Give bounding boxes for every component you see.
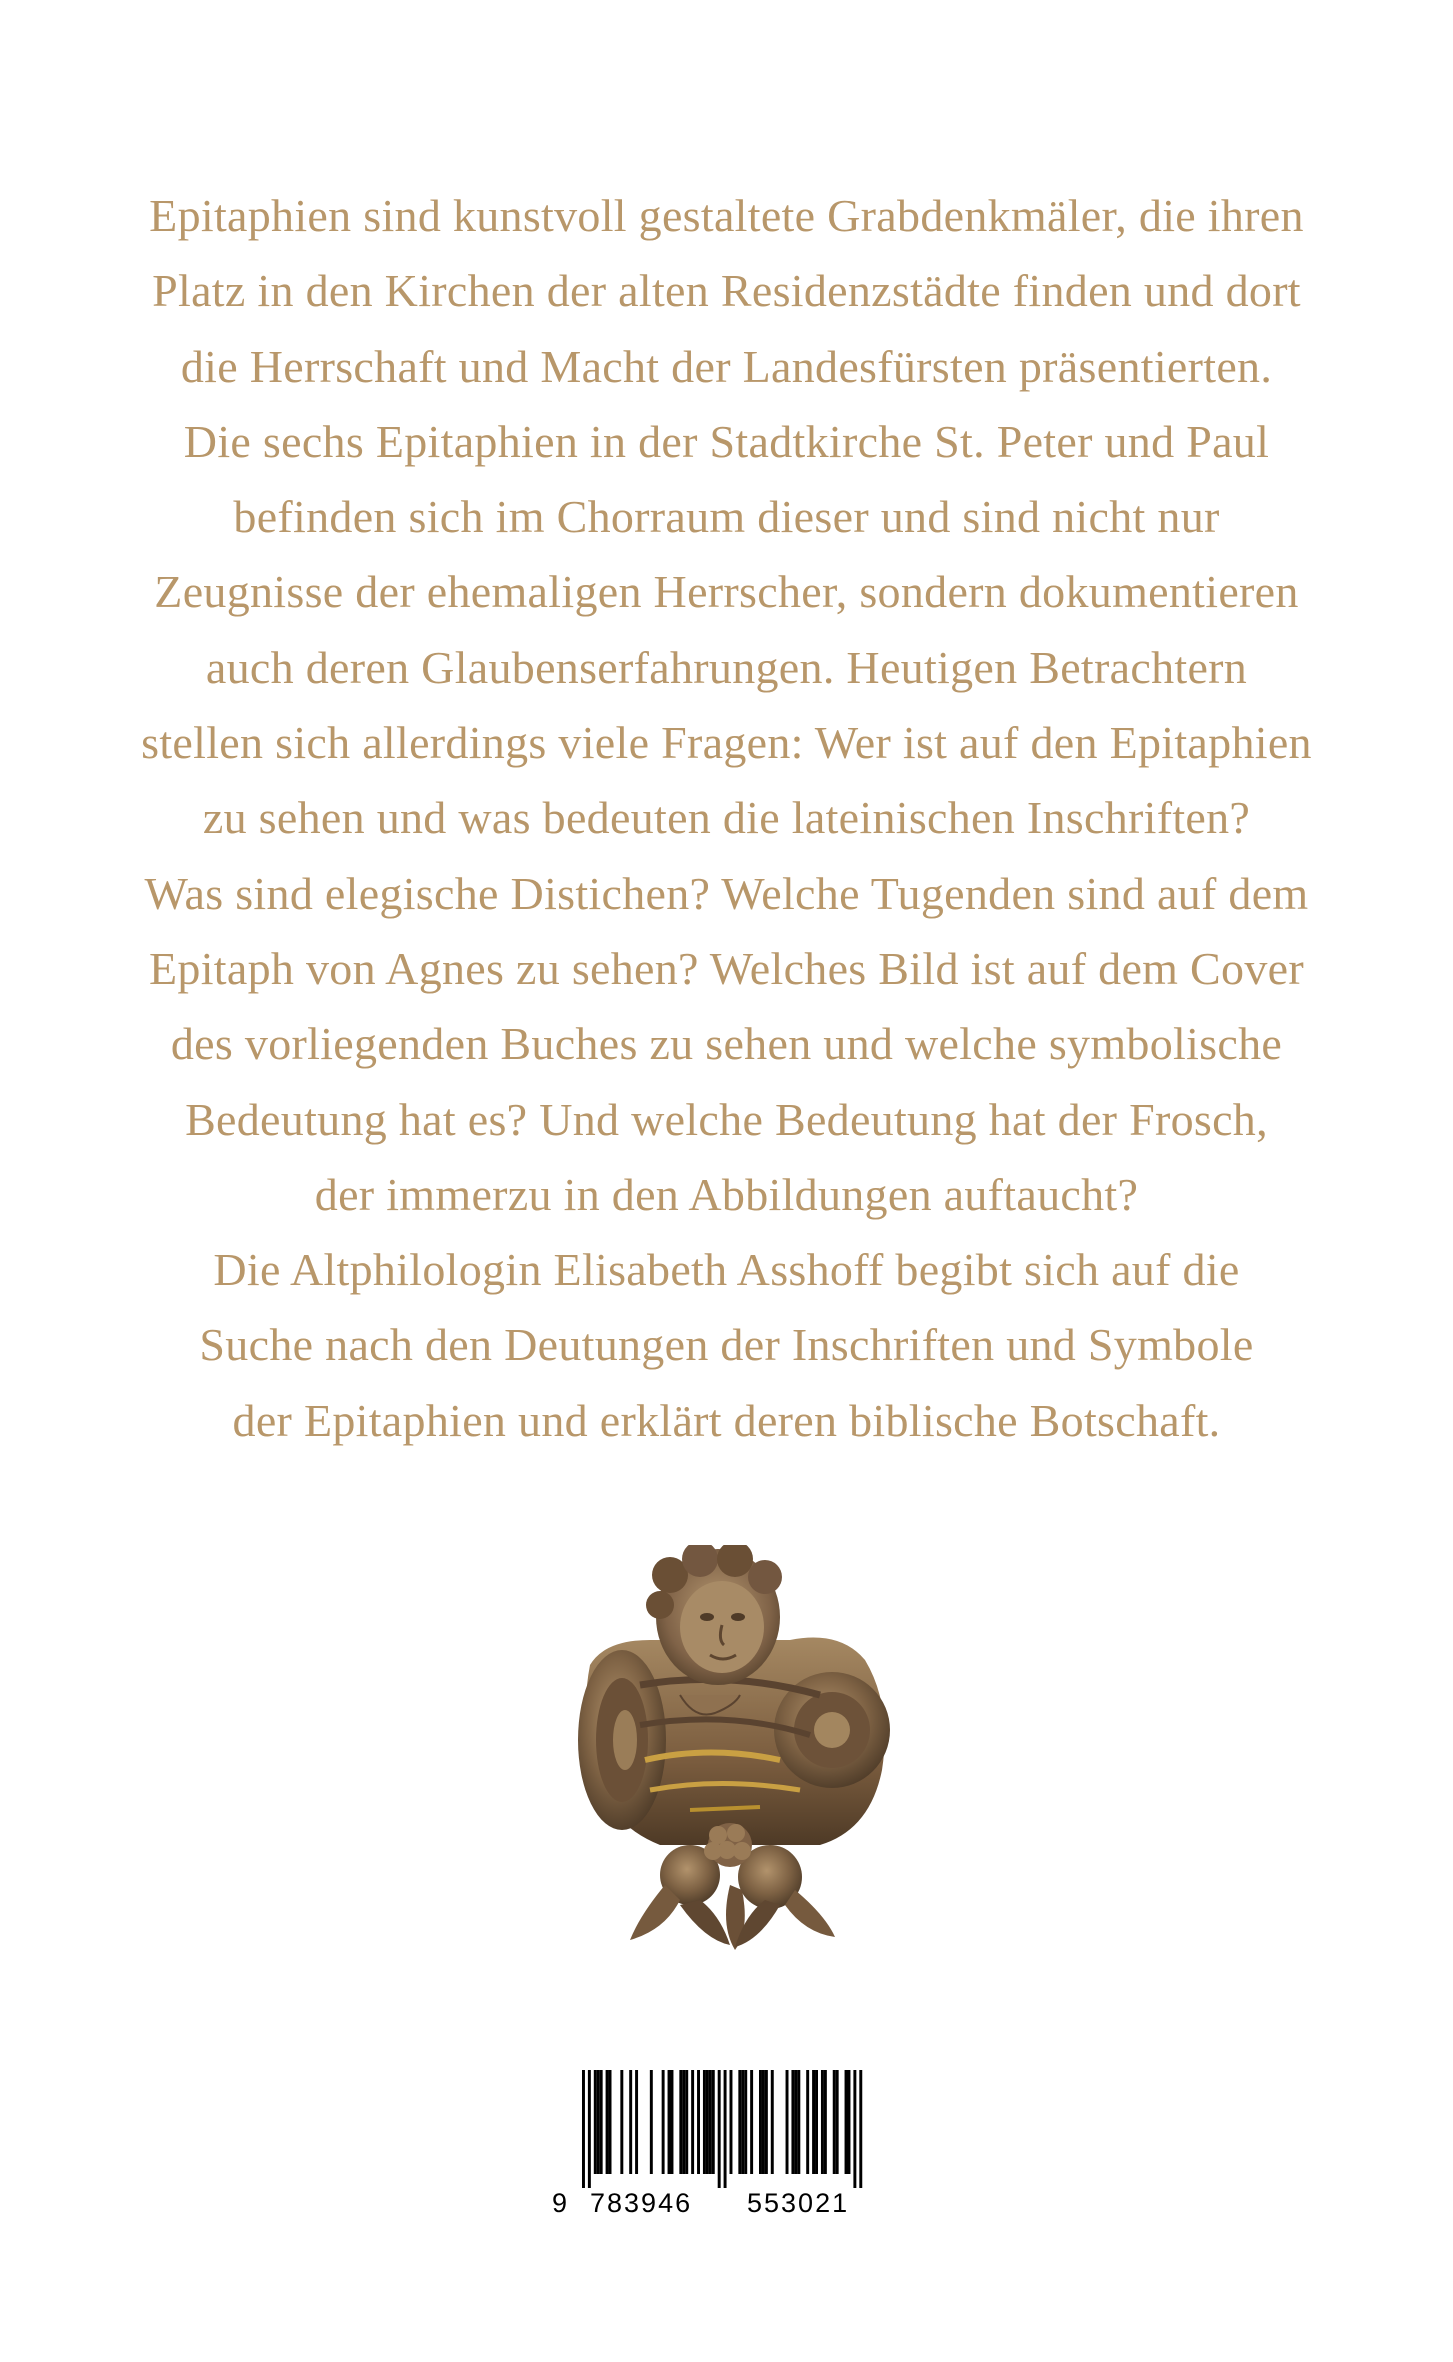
barcode-bar (853, 2070, 856, 2188)
barcode-bar (712, 2070, 715, 2174)
barcode-bar (685, 2070, 688, 2174)
barcode-bar (762, 2070, 765, 2174)
barcode-bar (786, 2070, 789, 2174)
barcode-bar (794, 2070, 797, 2174)
barcode-bar (594, 2070, 597, 2174)
barcode-bar (582, 2070, 585, 2188)
blurb-line: stellen sich allerdings viele Fragen: Wer ist auf den Epitaphien (141, 717, 1312, 769)
blurb-line: des vorliegenden Buches zu sehen und welche symbolische (170, 1018, 1283, 1070)
barcode-bar (791, 2070, 794, 2174)
blurb-line: Die Altphilologin Elisabeth Asshoff begibt sich auf die (213, 1244, 1240, 1296)
barcode-bar (597, 2070, 600, 2174)
blurb-line: die Herrschaft und Macht der Landesfürsten präsentierten. (180, 340, 1273, 392)
barcode-bar (650, 2070, 653, 2174)
isbn-barcode (542, 2070, 897, 2220)
blurb-line: Die sechs Epitaphien in der Stadtkirche St. Peter und Paul (183, 415, 1270, 467)
blurb-line: zu sehen und was bedeuten die lateinischen Inschriften? (202, 792, 1251, 844)
barcode-bar (606, 2070, 609, 2174)
barcode-digits-left: 783946 (590, 2188, 693, 2218)
barcode-bar (859, 2070, 862, 2188)
barcode-bar (709, 2070, 712, 2174)
blurb-line: Platz in den Kirchen der alten Residenzstädte finden und dort (152, 265, 1301, 317)
barcode-bar (609, 2070, 612, 2174)
barcode-bar (703, 2070, 706, 2174)
barcode-bar (706, 2070, 709, 2174)
barcode-bar (845, 2070, 848, 2174)
barcode-bar (738, 2070, 741, 2174)
barcode-bar (620, 2070, 623, 2174)
blurb-line: befinden sich im Chorraum dieser und sind nicht nur (233, 491, 1220, 543)
blurb-line: der Epitaphien und erklärt deren biblische Botschaft. (232, 1394, 1221, 1446)
barcode-bar (815, 2070, 818, 2174)
barcode-bar (750, 2070, 753, 2174)
barcode-bar (697, 2070, 700, 2174)
barcode-bar (730, 2070, 733, 2174)
barcode-bar (833, 2070, 836, 2174)
barcode-digits-right: 553021 (747, 2188, 850, 2218)
barcode-bar (679, 2070, 682, 2174)
blurb-line: auch deren Glaubenserfahrungen. Heutigen Betrachtern (205, 641, 1248, 693)
blurb-line: Epitaph von Agnes zu sehen? Welches Bild ist auf dem Cover (149, 942, 1304, 994)
barcode-bar (812, 2070, 815, 2174)
barcode-bar (588, 2070, 591, 2188)
barcode-bars (542, 2070, 897, 2190)
blurb-line: Bedeutung hat es? Und welche Bedeutung hat der Frosch, (185, 1093, 1268, 1145)
barcode-bar (759, 2070, 762, 2174)
barcode-bar (848, 2070, 851, 2174)
barcode-bar (806, 2070, 809, 2174)
barcode-bar (824, 2070, 827, 2174)
barcode-bar (836, 2070, 839, 2174)
barcode-bar (662, 2070, 665, 2174)
barcode-bar (600, 2070, 603, 2174)
barcode-bar (718, 2070, 721, 2188)
barcode-bar (744, 2070, 747, 2174)
barcode-bar (668, 2070, 671, 2174)
barcode-bar (691, 2070, 694, 2174)
barcode-bar (682, 2070, 685, 2174)
barcode-bar (724, 2070, 727, 2188)
blurb-line: Epitaphien sind kunstvoll gestaltete Grabdenkmäler, die ihren (149, 190, 1304, 241)
barcode-bar (797, 2070, 800, 2174)
carved-putto-ornament-icon (570, 1545, 895, 1960)
blurb-line: Suche nach den Deutungen der Inschriften und Symbole (199, 1319, 1254, 1371)
blurb-text (60, 178, 1393, 1458)
barcode-digit-first: 9 (552, 2188, 568, 2218)
barcode-bar (741, 2070, 744, 2174)
barcode-bar (671, 2070, 674, 2174)
barcode-bar (771, 2070, 774, 2174)
barcode-bar (635, 2070, 638, 2174)
blurb-line: Zeugnisse der ehemaligen Herrscher, sondern dokumentieren (154, 566, 1299, 618)
blurb-line: Was sind elegische Distichen? Welche Tugenden sind auf dem (144, 867, 1309, 919)
barcode-bar (821, 2070, 824, 2174)
barcode-bar (629, 2070, 632, 2174)
blurb-line: der immerzu in den Abbildungen auftaucht? (314, 1168, 1139, 1220)
barcode-bar (765, 2070, 768, 2174)
